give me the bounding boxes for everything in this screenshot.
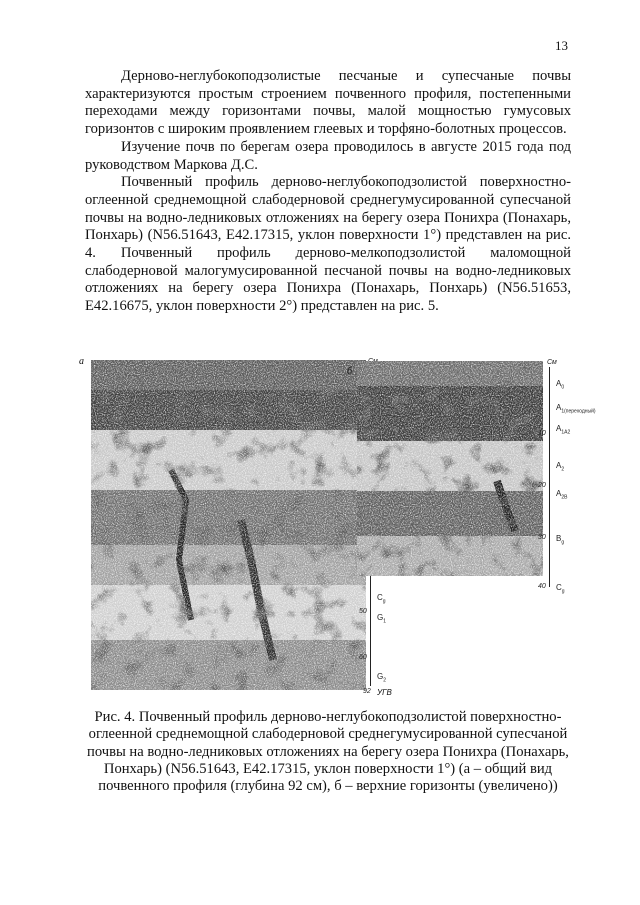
horizon-label: $C_g$ bbox=[556, 583, 565, 595]
soil-profile-photo-b bbox=[357, 361, 543, 576]
horizon-label: $G_1$ bbox=[377, 613, 387, 625]
page-number: 13 bbox=[555, 38, 568, 53]
water-table-label: УГВ bbox=[377, 688, 392, 697]
horizon-label: $B_g$ bbox=[556, 534, 565, 546]
paragraph: Дерново-неглубокоподзолистые песчаные и супесчаные почвы характеризуются простым строением почвенного профиля, постепенными переходами между горизонтами почвы, малой мощностью гумусовых горизонтов с широким проявлением глеевых и торфяно-болотных процессов. bbox=[85, 68, 571, 138]
paragraph: Почвенный профиль дерново-неглубокоподзолистой поверхностно-оглеенной среднемощной слабодерновой среднегумусированной супесчаной почвы на водно-ледниковых отложениях на берегу озера Понихра (Понахарь, Понхарь) (N56.51643, E42.17315, уклон поверхности 1°) представлен на рис. 4. Почвенный профиль дерново-мелкоподзолистой маломощной слабодерновой малогумусированной песчаной почвы на водно-ледниковых отложениях на берегу озера Понихра (Понахарь, Понхарь) (N56.51653, E42.16675, уклон поверхности 2°) представлен на рис. 5. bbox=[85, 174, 571, 315]
horizon-label: $C_g$ bbox=[377, 593, 386, 605]
body-text bbox=[85, 68, 571, 316]
horizon-label: $A_0$ bbox=[556, 379, 565, 391]
horizon-label: $A_2$ bbox=[556, 461, 565, 473]
depth-scale-b bbox=[538, 359, 624, 595]
panel-a-letter: а bbox=[79, 356, 84, 367]
depth-tick-label: 30 bbox=[538, 534, 546, 541]
paragraph: Изучение почв по берегам озера проводилось в августе 2015 года под руководством Маркова Д.С. bbox=[85, 138, 571, 173]
depth-tick-label: 92 bbox=[363, 688, 371, 695]
horizon-label: $A_{1(переходный)}$ bbox=[556, 403, 596, 415]
depth-axis-line bbox=[549, 367, 550, 587]
depth-tick-label: 50 bbox=[359, 608, 367, 615]
depth-tick-label: 20 bbox=[538, 482, 546, 489]
scale-unit-label: См bbox=[547, 359, 557, 366]
soil-profile-photo-a bbox=[91, 360, 366, 690]
panel-b-letter: б bbox=[347, 366, 353, 377]
horizon-label: $G_2$ bbox=[377, 672, 387, 684]
horizon-label: $A_{2B}$ bbox=[556, 489, 568, 501]
horizon-label: $A_{1A2}$ bbox=[556, 424, 571, 436]
figure-4 bbox=[79, 356, 596, 698]
figure-caption: Рис. 4. Почвенный профиль дерново-неглубокоподзолистой поверхностно-оглеенной среднемощной слабодерновой среднегумусированной супесчаной почвы на водно-ледниковых отложениях на берегу озера Понихра (Понахарь, Понхарь) (N56.51643, E42.17315, уклон поверхности 1°) (а – общий вид почвенного профиля (глубина 92 см), б – верхние горизонты (увеличено)) bbox=[87, 709, 569, 795]
depth-tick-label: 40 bbox=[538, 583, 546, 590]
depth-tick-label: 10 bbox=[538, 430, 546, 437]
depth-tick-label: 60 bbox=[359, 654, 367, 661]
